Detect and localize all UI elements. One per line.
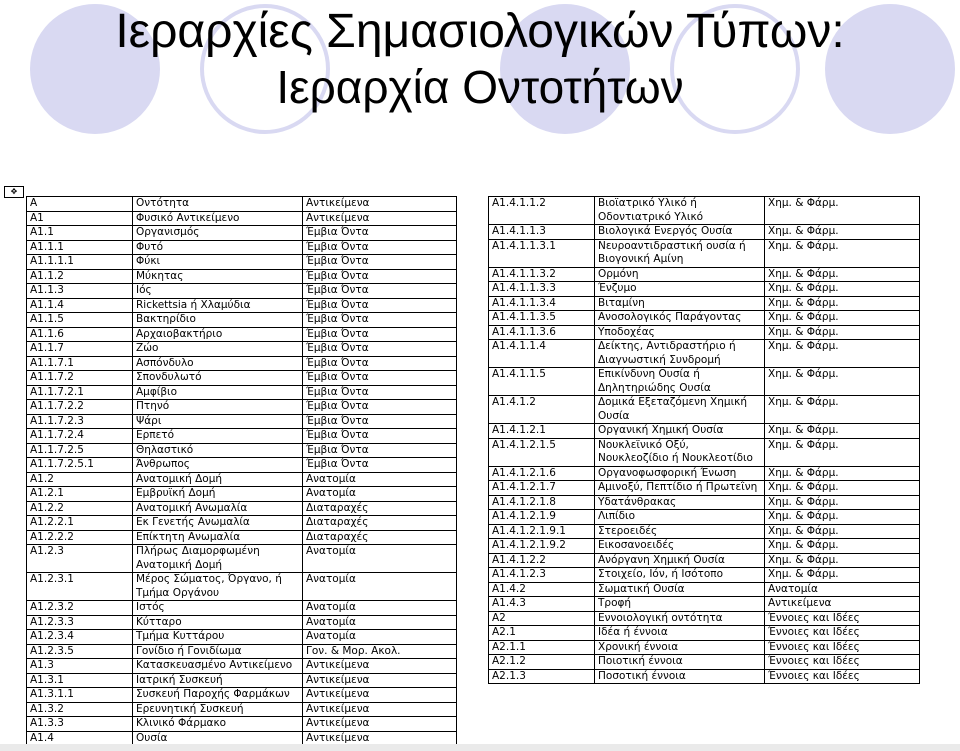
code-cell: A1.4.1.1.5: [489, 368, 595, 396]
category-cell: Χημ. & Φάρμ.: [765, 197, 920, 225]
table-row: [489, 611, 920, 626]
category-cell: Διαταραχές: [303, 530, 457, 545]
category-cell: Ανατομία: [765, 582, 920, 597]
table-row: [27, 573, 457, 601]
category-cell: Αντικείμενα: [303, 197, 457, 212]
code-cell: A1.2.3.4: [27, 630, 133, 645]
term-cell: Φυσικό Αντικείμενο: [133, 211, 303, 226]
code-cell: A1.2.3.2: [27, 601, 133, 616]
code-cell: A1.1.3: [27, 284, 133, 299]
table-row: [489, 197, 920, 225]
category-cell: Χημ. & Φάρμ.: [765, 424, 920, 439]
table-row: [489, 597, 920, 612]
term-cell: Βιοϊατρικό Υλικό ή Οδοντιατρικό Υλικό: [595, 197, 765, 225]
table-row: [489, 311, 920, 326]
category-cell: Χημ. & Φάρμ.: [765, 495, 920, 510]
category-cell: Διαταραχές: [303, 501, 457, 516]
category-cell: Χημ. & Φάρμ.: [765, 438, 920, 466]
table-row: [27, 615, 457, 630]
category-cell: Ανατομία: [303, 487, 457, 502]
code-cell: A1.3.2: [27, 702, 133, 717]
category-cell: Αντικείμενα: [303, 731, 457, 746]
term-cell: Κατασκευασμένο Αντικείμενο: [133, 659, 303, 674]
term-cell: Επίκτητη Ανωμαλία: [133, 530, 303, 545]
term-cell: Αρχαιοβακτήριο: [133, 327, 303, 342]
code-cell: A1.4.1.1.3.4: [489, 296, 595, 311]
table-row: [27, 429, 457, 444]
category-cell: Έμβια Όντα: [303, 342, 457, 357]
table-row: [27, 414, 457, 429]
code-cell: A2.1.2: [489, 655, 595, 670]
table-row: [27, 443, 457, 458]
code-cell: A1.4.1.2.1.6: [489, 466, 595, 481]
code-cell: A1.4.1.1.3.2: [489, 267, 595, 282]
term-cell: Στοιχείο, Ιόν, ή Ισότοπο: [595, 568, 765, 583]
term-cell: Άνθρωπος: [133, 458, 303, 473]
table-row: [27, 673, 457, 688]
table-row: [489, 568, 920, 583]
code-cell: A1.4.1.1.3: [489, 225, 595, 240]
code-cell: A1.2.3.1: [27, 573, 133, 601]
code-cell: A1.1.6: [27, 327, 133, 342]
term-cell: Ιός: [133, 284, 303, 299]
term-cell: Φυτό: [133, 240, 303, 255]
code-cell: A1.4.1.2.1.7: [489, 481, 595, 496]
term-cell: Τμήμα Κυττάρου: [133, 630, 303, 645]
code-cell: A1.1.1.1: [27, 255, 133, 270]
table-row: [27, 240, 457, 255]
table-row: [27, 313, 457, 328]
table-row: [27, 644, 457, 659]
category-cell: Έμβια Όντα: [303, 298, 457, 313]
table-row: [27, 284, 457, 299]
table-row: [27, 269, 457, 284]
term-cell: Μέρος Σώματος, Όργανο, ή Τμήμα Οργάνου: [133, 573, 303, 601]
code-cell: A1.3.3: [27, 717, 133, 732]
code-cell: A2.1.1: [489, 640, 595, 655]
left-hierarchy-table: [26, 196, 457, 746]
category-cell: Αντικείμενα: [303, 211, 457, 226]
code-cell: A1.1.7.2.3: [27, 414, 133, 429]
code-cell: A1.4.1.1.3.3: [489, 282, 595, 297]
term-cell: Ανατομική Ανωμαλία: [133, 501, 303, 516]
category-cell: Χημ. & Φάρμ.: [765, 396, 920, 424]
table-row: [27, 298, 457, 313]
term-cell: Οργανισμός: [133, 226, 303, 241]
term-cell: Εικοσανοειδές: [595, 539, 765, 554]
term-cell: Υδατάνθρακας: [595, 495, 765, 510]
term-cell: Φύκι: [133, 255, 303, 270]
category-cell: Αντικείμενα: [303, 717, 457, 732]
term-cell: Ερπετό: [133, 429, 303, 444]
term-cell: Ασπόνδυλο: [133, 356, 303, 371]
code-cell: A1.3.1: [27, 673, 133, 688]
category-cell: Χημ. & Φάρμ.: [765, 325, 920, 340]
term-cell: Δομικά Εξεταζόμενη Χημική Ουσία: [595, 396, 765, 424]
code-cell: A1.2.3: [27, 545, 133, 573]
term-cell: Πλήρως Διαμορφωμένη Ανατομική Δομή: [133, 545, 303, 573]
table-row: [489, 340, 920, 368]
term-cell: Ερευνητική Συσκευή: [133, 702, 303, 717]
term-cell: Οργανική Χημική Ουσία: [595, 424, 765, 439]
code-cell: A1.4.2: [489, 582, 595, 597]
code-cell: A1.1: [27, 226, 133, 241]
code-cell: A1.4.1.2.2: [489, 553, 595, 568]
term-cell: Rickettsia ή Χλαμύδια: [133, 298, 303, 313]
table-row: [27, 472, 457, 487]
term-cell: Βιολογικά Ενεργός Ουσία: [595, 225, 765, 240]
table-row: [27, 458, 457, 473]
code-cell: A1.3.1.1: [27, 688, 133, 703]
term-cell: Ουσία: [133, 731, 303, 746]
category-cell: Έννοιες και Ιδέες: [765, 669, 920, 684]
table-row: [27, 356, 457, 371]
category-cell: Ανατομία: [303, 615, 457, 630]
term-cell: Ανοσολογικός Παράγοντας: [595, 311, 765, 326]
term-cell: Χρονική έννοια: [595, 640, 765, 655]
term-cell: Θηλαστικό: [133, 443, 303, 458]
term-cell: Ποιοτική έννοια: [595, 655, 765, 670]
category-cell: Χημ. & Φάρμ.: [765, 368, 920, 396]
right-hierarchy-table: [488, 196, 920, 684]
table-row: [27, 487, 457, 502]
term-cell: Ιδέα ή έννοια: [595, 626, 765, 641]
code-cell: A1.1.7.2.1: [27, 385, 133, 400]
term-cell: Υποδοχέας: [595, 325, 765, 340]
category-cell: Χημ. & Φάρμ.: [765, 296, 920, 311]
table-row: [489, 225, 920, 240]
code-cell: A1.4.1.2.1.5: [489, 438, 595, 466]
term-cell: Οντότητα: [133, 197, 303, 212]
table-row: [489, 438, 920, 466]
table-row: [489, 539, 920, 554]
category-cell: Έμβια Όντα: [303, 313, 457, 328]
code-cell: A1.4.1.1.3.6: [489, 325, 595, 340]
table-row: [27, 545, 457, 573]
table-row: [489, 396, 920, 424]
code-cell: A1.2.1: [27, 487, 133, 502]
term-cell: Βιταμίνη: [595, 296, 765, 311]
category-cell: Έμβια Όντα: [303, 458, 457, 473]
code-cell: A1.1.7: [27, 342, 133, 357]
category-cell: Έμβια Όντα: [303, 269, 457, 284]
term-cell: Ένζυμο: [595, 282, 765, 297]
code-cell: A1.4.1.2: [489, 396, 595, 424]
code-cell: A1.4.3: [489, 597, 595, 612]
table-row: [27, 688, 457, 703]
code-cell: A1.1.2: [27, 269, 133, 284]
category-cell: Έμβια Όντα: [303, 414, 457, 429]
category-cell: Χημ. & Φάρμ.: [765, 466, 920, 481]
table-row: [27, 385, 457, 400]
table-row: [489, 368, 920, 396]
table-row: [27, 197, 457, 212]
code-cell: A1.1.1: [27, 240, 133, 255]
table-row: [27, 255, 457, 270]
category-cell: Χημ. & Φάρμ.: [765, 568, 920, 583]
code-cell: A1: [27, 211, 133, 226]
table-row: [489, 626, 920, 641]
term-cell: Λιπίδιο: [595, 510, 765, 525]
slide-title-line-2: Ιεραρχία Οντοτήτων: [276, 61, 684, 113]
code-cell: A1.2.2.2: [27, 530, 133, 545]
code-cell: A1.4.1.2.1.9: [489, 510, 595, 525]
category-cell: Έμβια Όντα: [303, 240, 457, 255]
code-cell: A1.1.7.2: [27, 371, 133, 386]
term-cell: Στεροειδές: [595, 524, 765, 539]
code-cell: A1.1.4: [27, 298, 133, 313]
category-cell: Έμβια Όντα: [303, 226, 457, 241]
term-cell: Τροφή: [595, 597, 765, 612]
table-row: [489, 282, 920, 297]
term-cell: Ψάρι: [133, 414, 303, 429]
code-cell: A1.4.1.1.4: [489, 340, 595, 368]
code-cell: A1.2.3.5: [27, 644, 133, 659]
table-row: [27, 702, 457, 717]
code-cell: A1.1.7.2.5.1: [27, 458, 133, 473]
table-row: [27, 516, 457, 531]
category-cell: Έμβια Όντα: [303, 400, 457, 415]
term-cell: Ιατρική Συσκευή: [133, 673, 303, 688]
table-move-handle-icon[interactable]: ✥: [4, 186, 24, 198]
code-cell: A1.4.1.1.3.1: [489, 239, 595, 267]
code-cell: A1.4.1.2.1.9.2: [489, 539, 595, 554]
category-cell: Χημ. & Φάρμ.: [765, 524, 920, 539]
category-cell: Χημ. & Φάρμ.: [765, 239, 920, 267]
table-row: [27, 342, 457, 357]
table-row: [489, 510, 920, 525]
table-row: [489, 553, 920, 568]
table-row: [489, 582, 920, 597]
table-row: [27, 659, 457, 674]
category-cell: Ανατομία: [303, 601, 457, 616]
category-cell: Αντικείμενα: [303, 673, 457, 688]
term-cell: Αμφίβιο: [133, 385, 303, 400]
category-cell: Χημ. & Φάρμ.: [765, 553, 920, 568]
code-cell: A1.1.7.1: [27, 356, 133, 371]
table-row: [489, 640, 920, 655]
code-cell: A: [27, 197, 133, 212]
term-cell: Αμινοξύ, Πεπτίδιο ή Πρωτεΐνη: [595, 481, 765, 496]
code-cell: A2.1.3: [489, 669, 595, 684]
table-row: [27, 601, 457, 616]
code-cell: A2: [489, 611, 595, 626]
table-row: [489, 267, 920, 282]
table-row: [489, 466, 920, 481]
code-cell: A2.1: [489, 626, 595, 641]
term-cell: Νουκλεϊνικό Οξύ, Νουκλεοζίδιο ή Νουκλεοτίδιο: [595, 438, 765, 466]
category-cell: Αντικείμενα: [303, 688, 457, 703]
category-cell: Χημ. & Φάρμ.: [765, 311, 920, 326]
code-cell: A1.1.5: [27, 313, 133, 328]
code-cell: A1.2.2.1: [27, 516, 133, 531]
category-cell: Χημ. & Φάρμ.: [765, 340, 920, 368]
category-cell: Χημ. & Φάρμ.: [765, 267, 920, 282]
category-cell: Χημ. & Φάρμ.: [765, 481, 920, 496]
term-cell: Νευροαντιδραστική ουσία ή Βιογονική Αμίνη: [595, 239, 765, 267]
category-cell: Έμβια Όντα: [303, 429, 457, 444]
code-cell: A1.4.1.2.3: [489, 568, 595, 583]
table-row: [27, 530, 457, 545]
category-cell: Έμβια Όντα: [303, 385, 457, 400]
term-cell: Σπονδυλωτό: [133, 371, 303, 386]
table-row: [27, 630, 457, 645]
term-cell: Ανατομική Δομή: [133, 472, 303, 487]
table-row: [489, 655, 920, 670]
term-cell: Επικίνδυνη Ουσία ή Δηλητηριώδης Ουσία: [595, 368, 765, 396]
term-cell: Ποσοτική έννοια: [595, 669, 765, 684]
category-cell: Χημ. & Φάρμ.: [765, 510, 920, 525]
term-cell: Ιστός: [133, 601, 303, 616]
slide-title: [0, 4, 960, 114]
table-row: [27, 501, 457, 516]
table-row: [27, 400, 457, 415]
term-cell: Ορμόνη: [595, 267, 765, 282]
category-cell: Διαταραχές: [303, 516, 457, 531]
table-row: [27, 717, 457, 732]
table-row: [489, 325, 920, 340]
term-cell: Κύτταρο: [133, 615, 303, 630]
category-cell: Έμβια Όντα: [303, 356, 457, 371]
table-row: [489, 495, 920, 510]
slide-bottom-strip: [0, 744, 960, 751]
category-cell: Έννοιες και Ιδέες: [765, 640, 920, 655]
table-row: [489, 524, 920, 539]
term-cell: Πτηνό: [133, 400, 303, 415]
term-cell: Ανόργανη Χημική Ουσία: [595, 553, 765, 568]
category-cell: Αντικείμενα: [303, 702, 457, 717]
code-cell: A1.4.1.2.1: [489, 424, 595, 439]
table-row: [27, 226, 457, 241]
term-cell: Οργανοφωσφορική Ένωση: [595, 466, 765, 481]
category-cell: Έμβια Όντα: [303, 255, 457, 270]
code-cell: A1.2: [27, 472, 133, 487]
table-row: [27, 211, 457, 226]
table-row: [27, 371, 457, 386]
code-cell: A1.4: [27, 731, 133, 746]
term-cell: Εννοιολογική οντότητα: [595, 611, 765, 626]
category-cell: Ανατομία: [303, 573, 457, 601]
term-cell: Δείκτης, Αντιδραστήριο ή Διαγνωστική Συνδρομή: [595, 340, 765, 368]
code-cell: A1.1.7.2.4: [27, 429, 133, 444]
category-cell: Χημ. & Φάρμ.: [765, 539, 920, 554]
term-cell: Μύκητας: [133, 269, 303, 284]
category-cell: Έμβια Όντα: [303, 327, 457, 342]
slide-title-line-1: Ιεραρχίες Σημασιολογικών Τύπων:: [115, 5, 845, 58]
category-cell: Ανατομία: [303, 545, 457, 573]
table-row: [489, 296, 920, 311]
term-cell: Γονίδιο ή Γονιδίωμα: [133, 644, 303, 659]
category-cell: Έννοιες και Ιδέες: [765, 655, 920, 670]
code-cell: A1.2.2: [27, 501, 133, 516]
category-cell: Έμβια Όντα: [303, 443, 457, 458]
table-row: [27, 327, 457, 342]
category-cell: Έννοιες και Ιδέες: [765, 611, 920, 626]
code-cell: A1.4.1.1.2: [489, 197, 595, 225]
category-cell: Χημ. & Φάρμ.: [765, 282, 920, 297]
term-cell: Συσκευή Παροχής Φαρμάκων: [133, 688, 303, 703]
code-cell: A1.4.1.2.1.9.1: [489, 524, 595, 539]
term-cell: Εμβρυϊκή Δομή: [133, 487, 303, 502]
table-row: [489, 669, 920, 684]
code-cell: A1.1.7.2.2: [27, 400, 133, 415]
category-cell: Αντικείμενα: [765, 597, 920, 612]
code-cell: A1.4.1.2.1.8: [489, 495, 595, 510]
table-row: [489, 239, 920, 267]
category-cell: Έμβια Όντα: [303, 371, 457, 386]
term-cell: Ζώο: [133, 342, 303, 357]
term-cell: Εκ Γενετής Ανωμαλία: [133, 516, 303, 531]
category-cell: Χημ. & Φάρμ.: [765, 225, 920, 240]
code-cell: A1.4.1.1.3.5: [489, 311, 595, 326]
term-cell: Κλινικό Φάρμακο: [133, 717, 303, 732]
table-row: [489, 424, 920, 439]
code-cell: A1.2.3.3: [27, 615, 133, 630]
category-cell: Ανατομία: [303, 472, 457, 487]
category-cell: Έμβια Όντα: [303, 284, 457, 299]
category-cell: Αντικείμενα: [303, 659, 457, 674]
code-cell: A1.3: [27, 659, 133, 674]
category-cell: Ανατομία: [303, 630, 457, 645]
term-cell: Σωματική Ουσία: [595, 582, 765, 597]
code-cell: A1.1.7.2.5: [27, 443, 133, 458]
table-row: [489, 481, 920, 496]
term-cell: Βακτηρίδιο: [133, 313, 303, 328]
category-cell: Έννοιες και Ιδέες: [765, 626, 920, 641]
category-cell: Γον. & Μορ. Ακολ.: [303, 644, 457, 659]
